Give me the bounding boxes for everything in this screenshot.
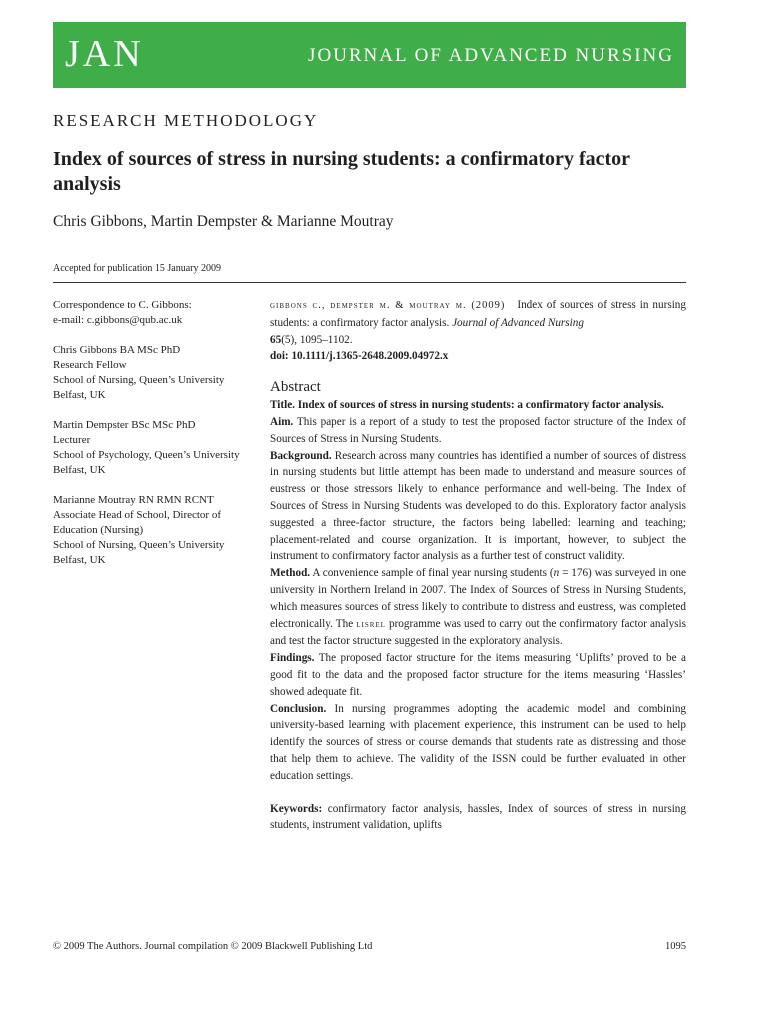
conclusion-label: Conclusion. (270, 702, 327, 715)
citation-title: Index of sources of stress in nursing students: a confirmatory factor analysis. (270, 299, 686, 329)
journal-header-band (53, 22, 686, 88)
aim-label: Aim. (270, 415, 294, 428)
abstract-method (270, 565, 686, 650)
affiliation-line: Belfast, UK (53, 389, 106, 401)
abstract-background (270, 448, 686, 566)
section-label: RESEARCH METHODOLOGY (53, 111, 319, 130)
affiliation-line: Lecturer (53, 434, 91, 446)
journal-name: JOURNAL OF ADVANCED NURSING (308, 45, 674, 66)
abstract-heading: Abstract (270, 379, 321, 396)
affiliation-line: Research Fellow (53, 359, 127, 371)
copyright-notice: © 2009 The Authors. Journal compilation © 2009 Blackwell Publishing Ltd (53, 941, 373, 952)
correspondence-email: e-mail: c.gibbons@qub.ac.uk (53, 314, 183, 326)
method-text: = 176) was surveyed in one university in Northern Ireland in 2007. The Index of Sources of Stress in Nursing Students, which measures sources of stress likely to contribute to distress and eustress, was completed electronically. The (270, 567, 686, 630)
findings-label: Findings. (270, 652, 315, 665)
affiliation-line: Chris Gibbons BA MSc PhD (53, 344, 181, 356)
keywords-label: Keywords: (270, 802, 323, 815)
method-text: A convenience sample of final year nursing students ( (312, 567, 554, 580)
keywords (270, 801, 686, 835)
correspondence-block (53, 298, 248, 328)
affiliation-line: Education (Nursing) (53, 524, 144, 536)
affiliation-line: Belfast, UK (53, 554, 106, 566)
conclusion-text: In nursing programmes adopting the academic model and combining university-based learning with placement experience, this instrument can be used to help identify the sources of stress or course demands that students rate as distressing and those that help them to achieve. The validity of the ISSN could be further evaluated in other education settings. (270, 702, 687, 782)
citation-authors: gibbons c., dempster m. & moutray m. (2009) (270, 300, 506, 311)
author-list: Chris Gibbons, Martin Dempster & Marianne Moutray (53, 213, 394, 230)
background-label: Background. (270, 449, 332, 462)
accepted-date: Accepted for publication 15 January 2009 (53, 263, 222, 274)
header-divider (53, 282, 686, 283)
affiliation-moutray (53, 493, 248, 568)
affiliation-line: School of Nursing, Queen’s University (53, 539, 225, 551)
journal-logo: JAN (65, 33, 144, 75)
keywords-text: confirmatory factor analysis, hassles, Index of sources of stress in nursing students, instrument validation, uplifts (270, 802, 686, 832)
author-info-column (53, 298, 248, 583)
affiliation-line: School of Psychology, Queen’s University (53, 449, 240, 461)
method-text: programme was used to carry out the confirmatory factor analysis and test the factor structure suggested in the exploratory analysis. (270, 617, 686, 648)
abstract-title-line: Title. Index of sources of stress in nursing students: a confirmatory factor analysis. (270, 399, 664, 412)
affiliation-line: School of Nursing, Queen’s University (53, 374, 225, 386)
abstract-aim (270, 414, 686, 448)
software-name: lisrel (356, 618, 386, 630)
affiliation-dempster (53, 418, 248, 478)
citation-issue-pages: (5), 1095–1102. (281, 333, 353, 346)
correspondence-line: Correspondence to C. Gibbons: (53, 299, 192, 311)
affiliation-line: Belfast, UK (53, 464, 106, 476)
aim-text: This paper is a report of a study to test the proposed factor structure of the Index of Sources of Stress in Nursing Students. (270, 415, 686, 445)
background-text: Research across many countries has identified a number of sources of distress in nursing students but little attempt has been made to understand and measure sources of eustress or those stressors likely to enhance performance and well-being. The Index of Sources of Stress in Nursing Students was developed to do this. Exploratory factor analysis suggested a three-factor structure, the factors being labelled: learning and teaching; placement-related and course organization. It is important, however, to subject the instrument to confirmatory factor analysis as a further test of construct validity. (270, 449, 687, 563)
citation-doi: doi: 10.1111/j.1365-2648.2009.04972.x (270, 350, 449, 363)
findings-text: The proposed factor structure for the items measuring ‘Uplifts’ proved to be a good fit to the data and the proposed factor structure for the items measuring ‘Hassles’ showed adequate fit. (270, 652, 686, 698)
citation-volume: 65 (270, 333, 282, 346)
abstract-column (270, 297, 686, 834)
citation-journal: Journal of Advanced Nursing (452, 316, 584, 329)
method-label: Method. (270, 567, 311, 580)
affiliation-line: Associate Head of School, Director of (53, 509, 222, 521)
page-number: 1095 (665, 941, 686, 952)
sample-size-symbol: n (553, 567, 560, 580)
citation (270, 297, 686, 365)
affiliation-line: Marianne Moutray RN RMN RCNT (53, 494, 214, 506)
article-title: Index of sources of stress in nursing students: a confirmatory factor analysis (53, 148, 630, 195)
abstract-findings (270, 650, 686, 700)
affiliation-line: Martin Dempster BSc MSc PhD (53, 419, 196, 431)
affiliation-gibbons (53, 343, 248, 403)
abstract-conclusion (270, 701, 686, 785)
